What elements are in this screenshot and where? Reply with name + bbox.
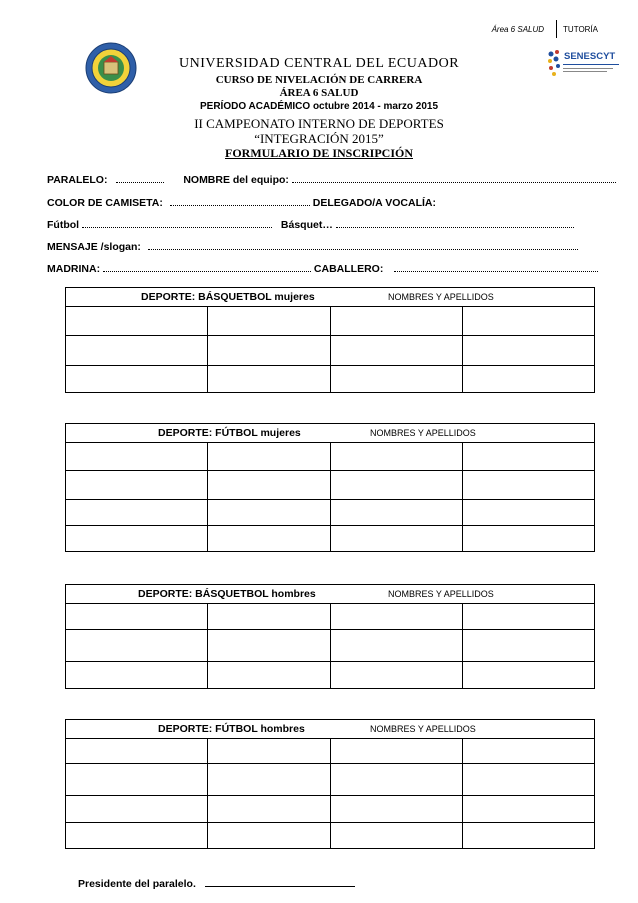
camiseta-row <box>47 196 436 209</box>
table-cell[interactable] <box>463 500 594 525</box>
table-cell[interactable] <box>66 366 208 392</box>
table-row <box>66 526 594 551</box>
table-cell[interactable] <box>66 336 208 365</box>
table-cell[interactable] <box>463 307 594 335</box>
table-cell[interactable] <box>208 500 331 525</box>
mensaje-row <box>47 240 578 253</box>
table-cell[interactable] <box>208 471 331 499</box>
header-tutoria-label: TUTORÍA <box>563 24 598 34</box>
futbol-input[interactable] <box>82 218 272 228</box>
table-title: DEPORTE: BÁSQUETBOL hombres <box>138 588 316 600</box>
table-cell[interactable] <box>208 662 331 688</box>
madrina-label: MADRINA: <box>47 263 101 275</box>
table-row <box>66 662 594 688</box>
table-header <box>66 288 594 307</box>
table-cell[interactable] <box>208 764 331 795</box>
table-cell[interactable] <box>463 526 594 551</box>
table-row <box>66 443 594 471</box>
table-header <box>66 424 594 443</box>
table-row <box>66 739 594 764</box>
area-title: ÁREA 6 SALUD <box>279 87 359 99</box>
table-cell[interactable] <box>66 500 208 525</box>
table-header <box>66 585 594 604</box>
table-cell[interactable] <box>208 796 331 822</box>
paralelo-input[interactable] <box>116 173 164 183</box>
championship-title: II CAMPEONATO INTERNO DE DEPORTES <box>194 116 444 131</box>
table-cell[interactable] <box>331 336 463 365</box>
table-cell[interactable] <box>463 443 594 470</box>
table-basquetbol-hombres <box>65 584 595 689</box>
table-names-label: NOMBRES Y APELLIDOS <box>388 292 494 302</box>
paralelo-row <box>47 173 616 186</box>
table-cell[interactable] <box>463 630 594 661</box>
table-cell[interactable] <box>331 604 463 629</box>
table-cell[interactable] <box>331 630 463 661</box>
senescyt-label: SENESCYT <box>564 51 616 62</box>
table-cell[interactable] <box>331 764 463 795</box>
mensaje-label: MENSAJE /slogan: <box>47 241 141 253</box>
table-cell[interactable] <box>331 366 463 392</box>
futbol-label: Fútbol <box>47 219 80 231</box>
course-title: CURSO DE NIVELACIÓN DE CARRERA <box>215 74 423 86</box>
table-names-label: NOMBRES Y APELLIDOS <box>370 724 476 734</box>
table-cell[interactable] <box>66 604 208 629</box>
table-cell[interactable] <box>463 366 594 392</box>
form-title: FORMULARIO DE INSCRIPCIÓN <box>224 146 413 160</box>
table-cell[interactable] <box>463 336 594 365</box>
university-title: UNIVERSIDAD CENTRAL DEL ECUADOR <box>178 56 460 71</box>
table-cell[interactable] <box>331 307 463 335</box>
table-basquetbol-mujeres <box>65 287 595 393</box>
header-area-label: Área 6 SALUD <box>491 24 545 34</box>
table-cell[interactable] <box>331 823 463 848</box>
header-divider <box>556 20 557 38</box>
table-cell[interactable] <box>66 739 208 763</box>
table-cell[interactable] <box>66 471 208 499</box>
table-cell[interactable] <box>66 443 208 470</box>
table-row <box>66 764 594 796</box>
table-cell[interactable] <box>208 823 331 848</box>
table-row <box>66 500 594 526</box>
page-header <box>492 20 598 38</box>
mensaje-input[interactable] <box>148 240 578 250</box>
table-cell[interactable] <box>208 336 331 365</box>
caballero-label: CABALLERO: <box>313 263 384 275</box>
table-title: DEPORTE: FÚTBOL mujeres <box>158 427 301 439</box>
delegado-label: DELEGADO/A VOCALÍA: <box>312 197 437 209</box>
equipo-input[interactable] <box>292 173 616 183</box>
table-row <box>66 823 594 848</box>
table-names-label: NOMBRES Y APELLIDOS <box>370 428 476 438</box>
table-cell[interactable] <box>66 662 208 688</box>
table-cell[interactable] <box>463 796 594 822</box>
basquet-input[interactable] <box>336 218 574 228</box>
table-header <box>66 720 594 739</box>
table-cell[interactable] <box>331 471 463 499</box>
presidente-signature-line[interactable] <box>205 876 355 887</box>
paralelo-label: PARALELO: <box>47 174 108 186</box>
madrina-row <box>47 262 598 275</box>
table-cell[interactable] <box>208 604 331 629</box>
table-cell[interactable] <box>463 764 594 795</box>
table-cell[interactable] <box>208 443 331 470</box>
table-futbol-mujeres <box>65 423 595 552</box>
table-row <box>66 307 594 336</box>
caballero-input[interactable] <box>394 262 598 272</box>
table-cell[interactable] <box>463 662 594 688</box>
table-row <box>66 366 594 392</box>
table-cell[interactable] <box>331 526 463 551</box>
table-cell[interactable] <box>463 739 594 763</box>
table-cell[interactable] <box>208 366 331 392</box>
period-title: PERÍODO ACADÉMICO octubre 2014 - marzo 2015 <box>199 101 439 112</box>
table-cell[interactable] <box>66 796 208 822</box>
integration-title: “INTEGRACIÓN 2015” <box>254 131 384 146</box>
table-row <box>66 604 594 630</box>
presidente-label: Presidente del paralelo. <box>78 878 196 890</box>
table-cell[interactable] <box>463 823 594 848</box>
table-row <box>66 630 594 662</box>
table-title: DEPORTE: FÚTBOL hombres <box>158 723 305 735</box>
table-cell[interactable] <box>208 526 331 551</box>
table-cell[interactable] <box>208 739 331 763</box>
madrina-input[interactable] <box>103 262 311 272</box>
table-names-label: NOMBRES Y APELLIDOS <box>388 589 494 599</box>
table-cell[interactable] <box>463 471 594 499</box>
equipo-label: NOMBRE del equipo: <box>183 174 289 186</box>
table-futbol-hombres <box>65 719 595 849</box>
basquet-label: Básquet… <box>280 219 333 231</box>
table-cell[interactable] <box>331 662 463 688</box>
table-cell[interactable] <box>331 443 463 470</box>
table-row <box>66 471 594 500</box>
table-row <box>66 796 594 823</box>
table-row <box>66 336 594 366</box>
table-cell[interactable] <box>66 526 208 551</box>
table-cell[interactable] <box>66 764 208 795</box>
table-cell[interactable] <box>331 739 463 763</box>
presidente-row <box>78 876 355 890</box>
camiseta-label: COLOR DE CAMISETA: <box>47 197 163 209</box>
table-cell[interactable] <box>66 307 208 335</box>
deportes-row <box>47 218 574 231</box>
table-cell[interactable] <box>208 630 331 661</box>
table-cell[interactable] <box>208 307 331 335</box>
table-cell[interactable] <box>463 604 594 629</box>
table-cell[interactable] <box>331 796 463 822</box>
camiseta-input[interactable] <box>170 196 310 206</box>
table-cell[interactable] <box>331 500 463 525</box>
table-title: DEPORTE: BÁSQUETBOL mujeres <box>141 291 315 303</box>
table-cell[interactable] <box>66 823 208 848</box>
table-cell[interactable] <box>66 630 208 661</box>
